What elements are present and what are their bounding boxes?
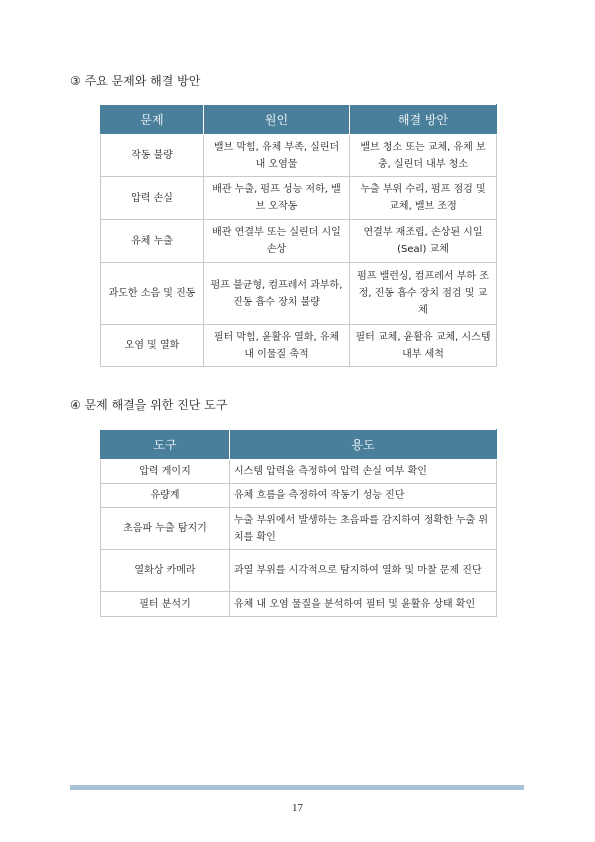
use-cell: 유체 내 오염 물질을 분석하여 필터 및 윤활유 상태 확인 xyxy=(230,592,497,617)
use-cell: 과열 부위를 시각적으로 탐지하여 열화 및 마찰 문제 진단 xyxy=(230,550,497,592)
table-row xyxy=(101,325,497,367)
table-row xyxy=(101,592,497,617)
problem-cell: 과도한 소음 및 진동 xyxy=(101,263,204,325)
cause-cell: 배관 연결부 또는 실린더 시일 손상 xyxy=(204,220,350,263)
table-row xyxy=(101,220,497,263)
problem-cell: 압력 손실 xyxy=(101,177,204,220)
table-row xyxy=(101,460,497,484)
problem-cell: 작동 불량 xyxy=(101,135,204,177)
table-row xyxy=(101,135,497,177)
solution-cell: 펌프 밸런싱, 컴프레서 부하 조정, 진동 흡수 장치 점검 및 교체 xyxy=(350,263,497,325)
cause-cell: 필터 막힘, 윤활유 열화, 유체 내 이물질 축적 xyxy=(204,325,350,367)
table-row xyxy=(101,484,497,508)
table-row xyxy=(101,263,497,325)
cause-cell: 배관 누출, 펌프 성능 저하, 밸브 오작동 xyxy=(204,177,350,220)
problem-cell: 유체 누출 xyxy=(101,220,204,263)
footer-divider xyxy=(70,785,524,790)
section-4-title: ④ 문제 해결을 위한 진단 도구 xyxy=(70,398,228,412)
page-number: 17 xyxy=(292,802,303,814)
tool-cell: 열화상 카메라 xyxy=(101,550,230,592)
solution-cell: 밸브 청소 또는 교체, 유체 보충, 실린더 내부 청소 xyxy=(350,135,497,177)
table-row xyxy=(101,550,497,592)
use-cell: 누출 부위에서 발생하는 초음파를 감지하여 정확한 누출 위치를 확인 xyxy=(230,508,497,550)
solution-cell: 연결부 재조립, 손상된 시일(Seal) 교체 xyxy=(350,220,497,263)
solution-cell: 누출 부위 수리, 펌프 점검 및 교체, 밸브 조정 xyxy=(350,177,497,220)
table-row xyxy=(101,177,497,220)
tool-cell: 초음파 누출 탐지기 xyxy=(101,508,230,550)
table-header-row xyxy=(101,105,497,135)
table-header-row xyxy=(101,430,497,460)
header-problem: 문제 xyxy=(101,105,204,135)
header-use: 용도 xyxy=(230,430,497,460)
table-row xyxy=(101,508,497,550)
section-3-title: ③ 주요 문제와 해결 방안 xyxy=(70,74,201,88)
solution-cell: 필터 교체, 윤활유 교체, 시스템 내부 세척 xyxy=(350,325,497,367)
problem-cell: 오염 및 열화 xyxy=(101,325,204,367)
use-cell: 유체 흐름을 측정하여 작동기 성능 진단 xyxy=(230,484,497,508)
header-solution: 해결 방안 xyxy=(350,105,497,135)
tool-cell: 압력 게이지 xyxy=(101,460,230,484)
tool-cell: 유량계 xyxy=(101,484,230,508)
tool-cell: 필터 분석기 xyxy=(101,592,230,617)
cause-cell: 밸브 막힘, 유체 부족, 실린더 내 오염물 xyxy=(204,135,350,177)
use-cell: 시스템 압력을 측정하여 압력 손실 여부 확인 xyxy=(230,460,497,484)
header-tool: 도구 xyxy=(101,430,230,460)
problems-table xyxy=(100,104,497,367)
diagnostic-tools-table xyxy=(100,429,497,617)
header-cause: 원인 xyxy=(204,105,350,135)
cause-cell: 펌프 불균형, 컴프레서 과부하, 진동 흡수 장치 불량 xyxy=(204,263,350,325)
